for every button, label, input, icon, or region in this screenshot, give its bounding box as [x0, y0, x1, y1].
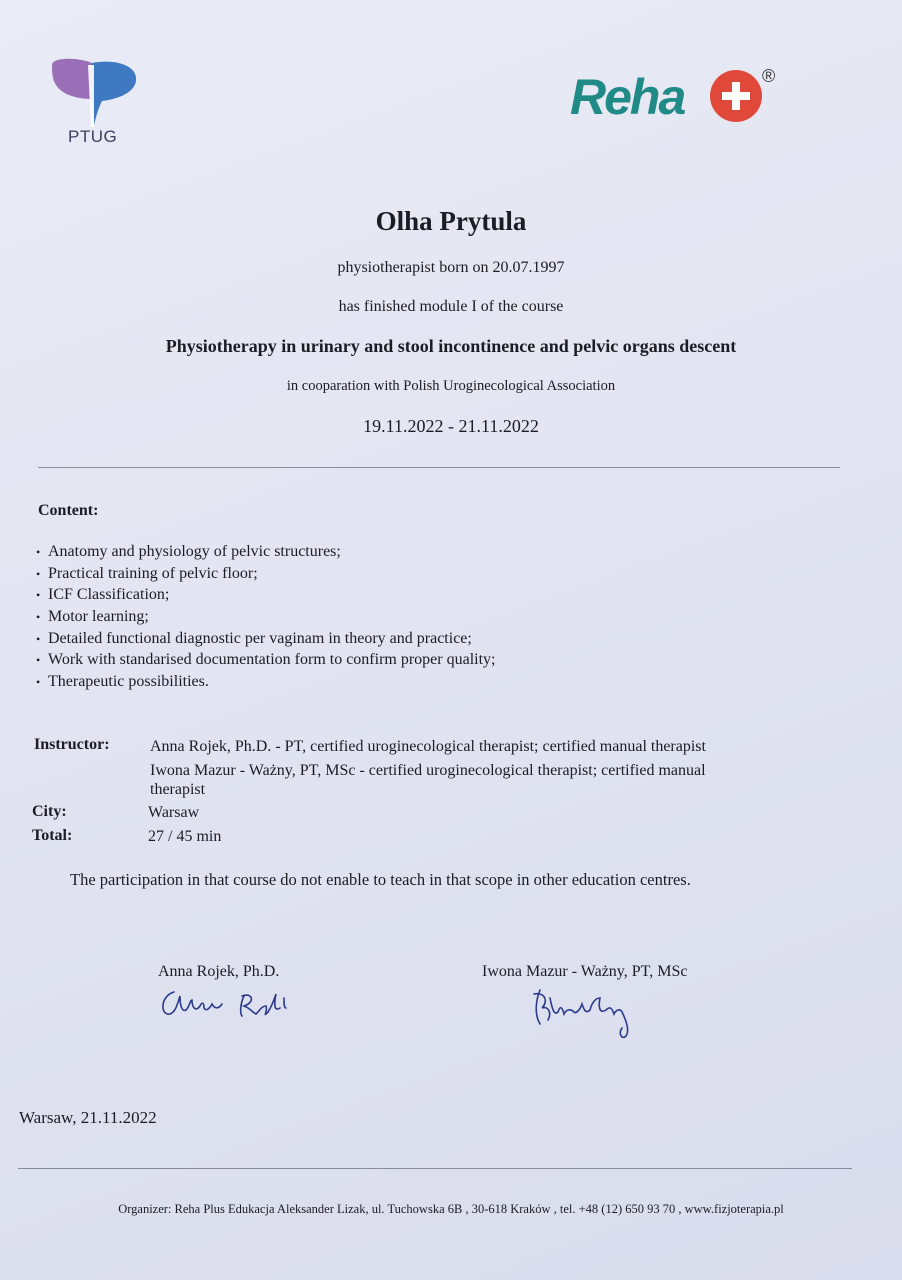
participation-note: The participation in that course do not enable to teach in that scope in other education centres. [70, 870, 691, 889]
ptug-logo-text: PTUG [68, 127, 118, 146]
reha-logo-text: Reha [570, 69, 685, 125]
top-divider [38, 467, 840, 468]
list-item: • ICF Classification; [36, 584, 496, 606]
list-item: • Motor learning; [36, 606, 496, 628]
city-value: Warsaw [148, 804, 200, 821]
registered-mark: ® [762, 66, 776, 86]
content-list [36, 541, 496, 693]
course-dates: 19.11.2022 - 21.11.2022 [363, 416, 539, 436]
list-item: • Detailed functional diagnostic per vaginam in theory and practice; [36, 628, 496, 650]
list-item: • Anatomy and physiology of pelvic structures; [36, 541, 496, 563]
recipient-name: Olha Prytula [375, 206, 527, 236]
issue-place-date: Warsaw, 21.11.2022 [19, 1108, 157, 1127]
recipient-profession: physiotherapist born on 20.07.1997 [337, 259, 565, 276]
list-item: • Practical training of pelvic floor; [36, 563, 496, 585]
instructor-label: Instructor: [34, 736, 110, 753]
completion-statement: has finished module I of the course [338, 298, 564, 315]
signatory-right-name: Iwona Mazur - Ważny, PT, MSc [482, 963, 688, 980]
instructor-2: Iwona Mazur - Ważny, PT, MSc - certified uroginecological therapist; certified manual [150, 762, 706, 779]
reha-plus-logo-icon [566, 64, 786, 126]
signature-right-icon [526, 984, 646, 1042]
signature-left-icon [156, 982, 306, 1024]
total-value: 27 / 45 min [148, 828, 222, 845]
total-label: Total: [32, 827, 73, 844]
list-item: • Work with standarised documentation form to confirm proper quality; [36, 649, 496, 671]
signatory-left-name: Anna Rojek, Ph.D. [158, 963, 280, 980]
instructor-2-continued: therapist [150, 781, 206, 798]
instructor-1: Anna Rojek, Ph.D. - PT, certified uroginecological therapist; certified manual therapist [150, 738, 706, 755]
organizer-footer: Organizer: Reha Plus Edukacja Aleksander Lizak, ul. Tuchowska 6B , 30-618 Kraków , tel. +48 (12) 650 93 70 , www.fizjoterapia.pl [118, 1202, 784, 1216]
content-label: Content: [38, 502, 99, 519]
list-item: • Therapeutic possibilities. [36, 671, 496, 693]
cooperation-note: in cooparation with Polish Uroginecological Association [286, 378, 616, 394]
course-title: Physiotherapy in urinary and stool incontinence and pelvic organs descent [165, 336, 737, 356]
bottom-divider [18, 1168, 852, 1169]
city-label: City: [32, 803, 67, 820]
